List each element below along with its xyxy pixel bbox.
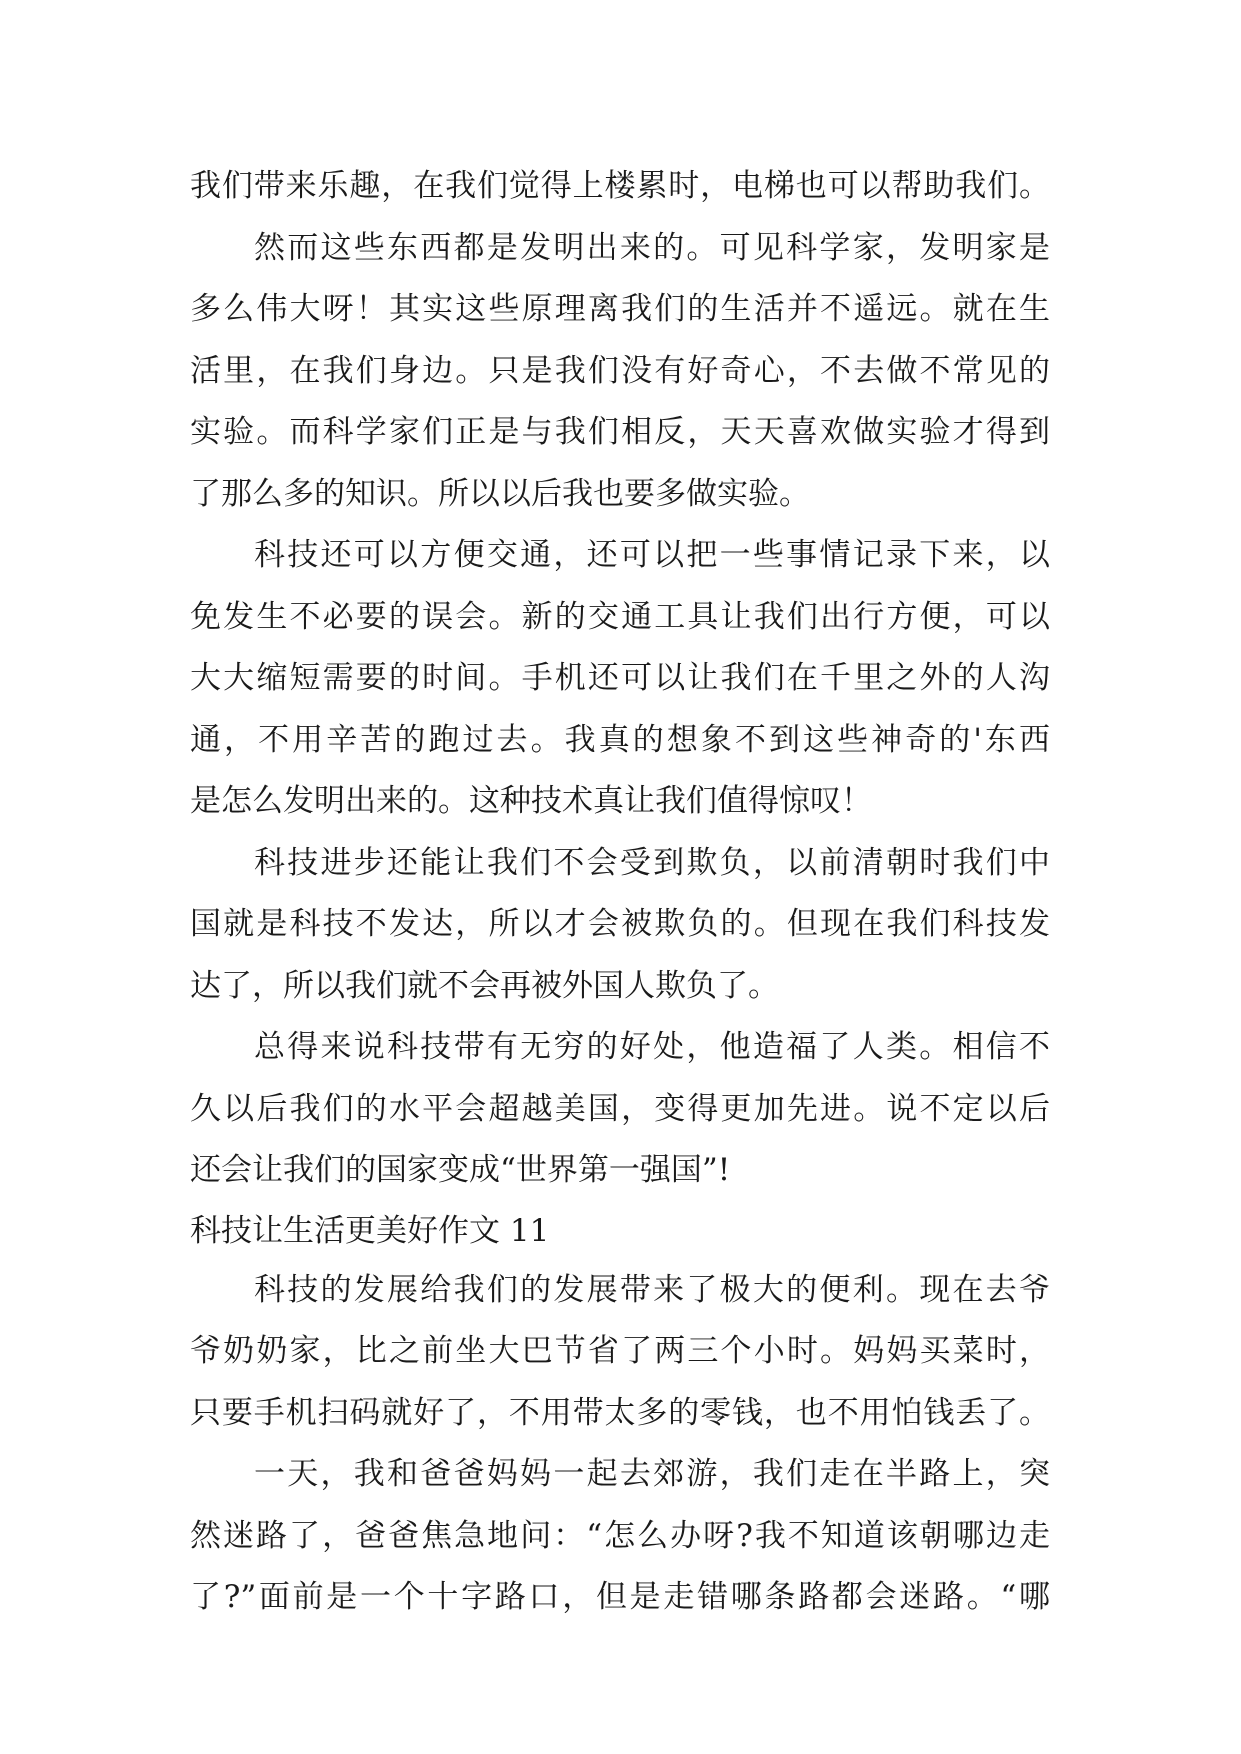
- essay-body: [190, 156, 1050, 1629]
- paragraph-last-line: 是怎么发明出来的。这种技术真让我们值得惊叹！: [190, 783, 872, 819]
- text-line: 活里，在我们身边。只是我们没有好奇心，不去做不常见的: [190, 352, 1050, 389]
- paragraph-last-line: 了那么多的知识。所以以后我也要多做实验。: [190, 475, 810, 512]
- text-line: 大大缩短需要的时间。手机还可以让我们在千里之外的人沟: [190, 660, 1050, 696]
- paragraph-first-line: 科技进步还能让我们不会受到欺负，以前清朝时我们中: [254, 844, 1050, 881]
- paragraph-first-line: 然而这些东西都是发明出来的。可见科学家，发明家是: [254, 229, 1050, 266]
- paragraph-first-line: 一天，我和爸爸妈妈一起去郊游，我们走在半路上，突: [254, 1456, 1050, 1492]
- paragraph-first-line: 科技还可以方便交通，还可以把一些事情记录下来，以: [254, 537, 1050, 573]
- text-line: 只要手机扫码就好了，不用带太多的零钱，也不用怕钱丢了。: [190, 1394, 1050, 1431]
- text-line: 爷奶奶家，比之前坐大巴节省了两三个小时。妈妈买菜时，: [190, 1333, 1050, 1369]
- section-heading: 科技让生活更美好作文 11: [190, 1212, 550, 1249]
- text-line: 久以后我们的水平会超越美国，变得更加先进。说不定以后: [190, 1090, 1050, 1127]
- paragraph-last-line: 达了，所以我们就不会再被外国人欺负了。: [190, 967, 779, 1004]
- text-line: 实验。而科学家们正是与我们相反，天天喜欢做实验才得到: [190, 414, 1050, 450]
- paragraph-first-line: 科技的发展给我们的发展带来了极大的便利。现在去爷: [254, 1271, 1050, 1308]
- text-line: 我们带来乐趣，在我们觉得上楼累时，电梯也可以帮助我们。: [190, 168, 1050, 204]
- text-line: 了?”面前是一个十字路口，但是走错哪条路都会迷路。“哪: [190, 1579, 1050, 1615]
- text-line: 国就是科技不发达，所以才会被欺负的。但现在我们科技发: [190, 906, 1050, 942]
- paragraph-first-line: 总得来说科技带有无穷的好处，他造福了人类。相信不: [254, 1029, 1050, 1065]
- text-line: 通，不用辛苦的跑过去。我真的想象不到这些神奇的'东西: [190, 721, 1050, 758]
- paragraph-last-line: 还会让我们的国家变成“世界第一强国”!: [190, 1152, 731, 1188]
- text-line: 然迷路了，爸爸焦急地问：“怎么办呀?我不知道该朝哪边走: [190, 1517, 1050, 1554]
- text-line: 多么伟大呀！其实这些原理离我们的生活并不遥远。就在生: [190, 291, 1050, 327]
- text-line: 免发生不必要的误会。新的交通工具让我们出行方便，可以: [190, 598, 1050, 635]
